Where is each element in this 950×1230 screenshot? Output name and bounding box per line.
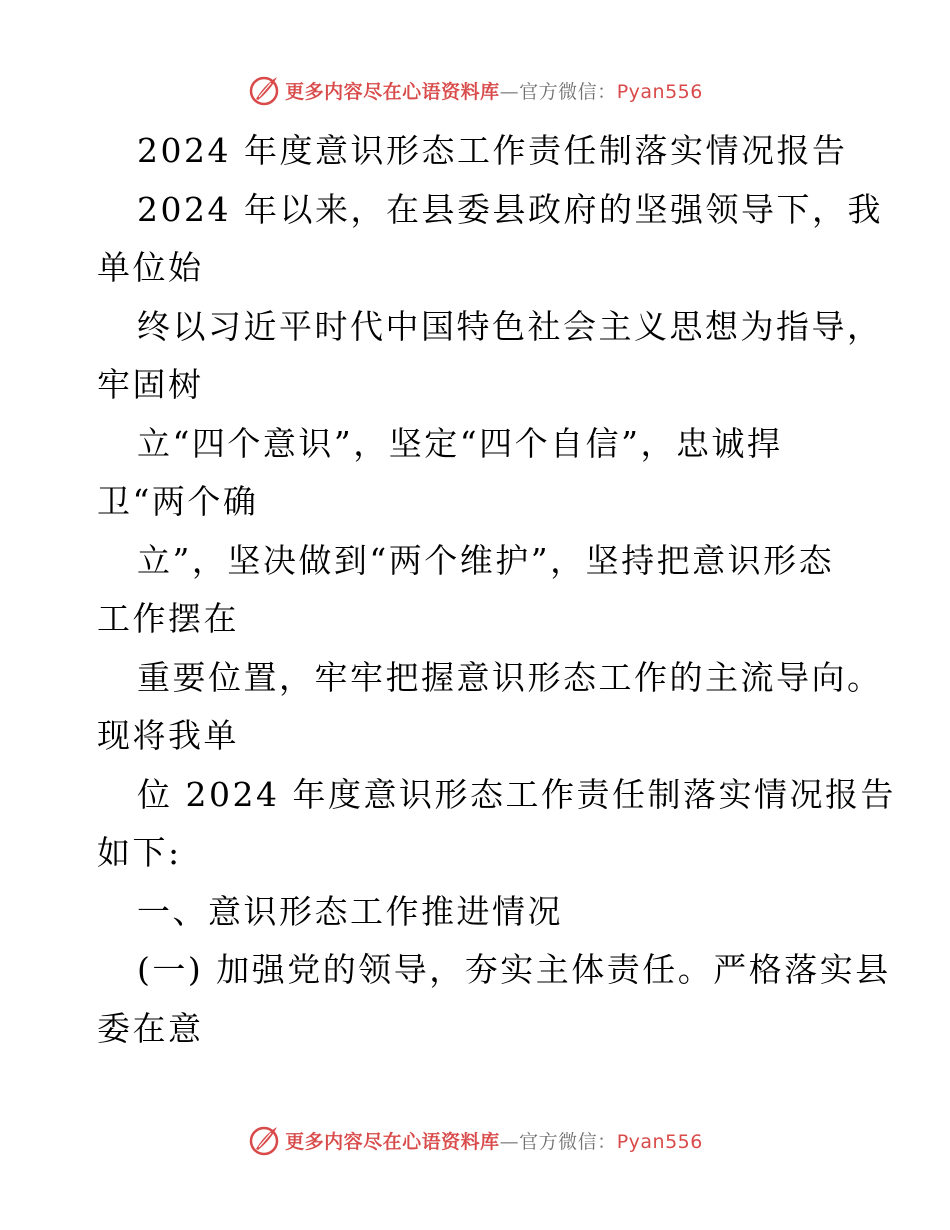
banner-dash: — xyxy=(499,1130,520,1153)
paragraph-line: 立“四个意识”，坚定“四个自信”，忠诚捍 xyxy=(137,423,783,463)
paragraph-line: 2024 年以来，在县委县政府的坚强领导下，我 xyxy=(137,189,883,229)
banner-wechat-id: Pyan556 xyxy=(616,80,703,103)
paragraph-line: 终以习近平时代中国特色社会主义思想为指导， xyxy=(137,306,883,346)
paragraph-line: 委在意 xyxy=(97,1008,204,1048)
banner-main-text: 更多内容尽在心语资料库 xyxy=(285,80,500,103)
banner-text xyxy=(285,77,703,104)
banner-main-text: 更多内容尽在心语资料库 xyxy=(285,1130,500,1153)
banner-text xyxy=(285,1127,703,1154)
paragraph-line: 工作摆在 xyxy=(97,599,239,638)
banner-wechat-label: 官方微信： xyxy=(519,1130,617,1153)
header-watermark-banner xyxy=(0,70,950,110)
paragraph-line: 立”，坚决做到“两个维护”，坚持把意识形态 xyxy=(137,540,835,580)
document-title: 2024 年度意识形态工作责任制落实情况报告 xyxy=(137,131,848,170)
banner-wechat-label: 官方微信： xyxy=(519,80,617,103)
document-body xyxy=(97,122,896,1058)
paragraph-line: 重要位置，牢牢把握意识形态工作的主流导向。 xyxy=(137,657,883,697)
paragraph-line: 位 2024 年度意识形态工作责任制落实情况报告 xyxy=(137,774,896,814)
banner-dash: — xyxy=(499,80,520,103)
footer-watermark-banner xyxy=(0,1120,950,1160)
paragraph-line: 卫“两个确 xyxy=(97,482,259,521)
paragraph-line: 牢固树 xyxy=(97,365,204,404)
paragraph-line: 单位始 xyxy=(97,248,204,287)
subsection-heading: (一) 加强党的领导，夯实主体责任。严格落实县 xyxy=(137,950,891,989)
banner-wechat-id: Pyan556 xyxy=(616,1130,703,1153)
feather-pen-logo-icon xyxy=(247,1123,281,1157)
feather-pen-logo-icon xyxy=(247,73,281,107)
paragraph-line: 如下: xyxy=(97,833,182,872)
paragraph-line: 现将我单 xyxy=(97,716,239,755)
section-heading: 一、意识形态工作推进情况 xyxy=(137,891,563,931)
